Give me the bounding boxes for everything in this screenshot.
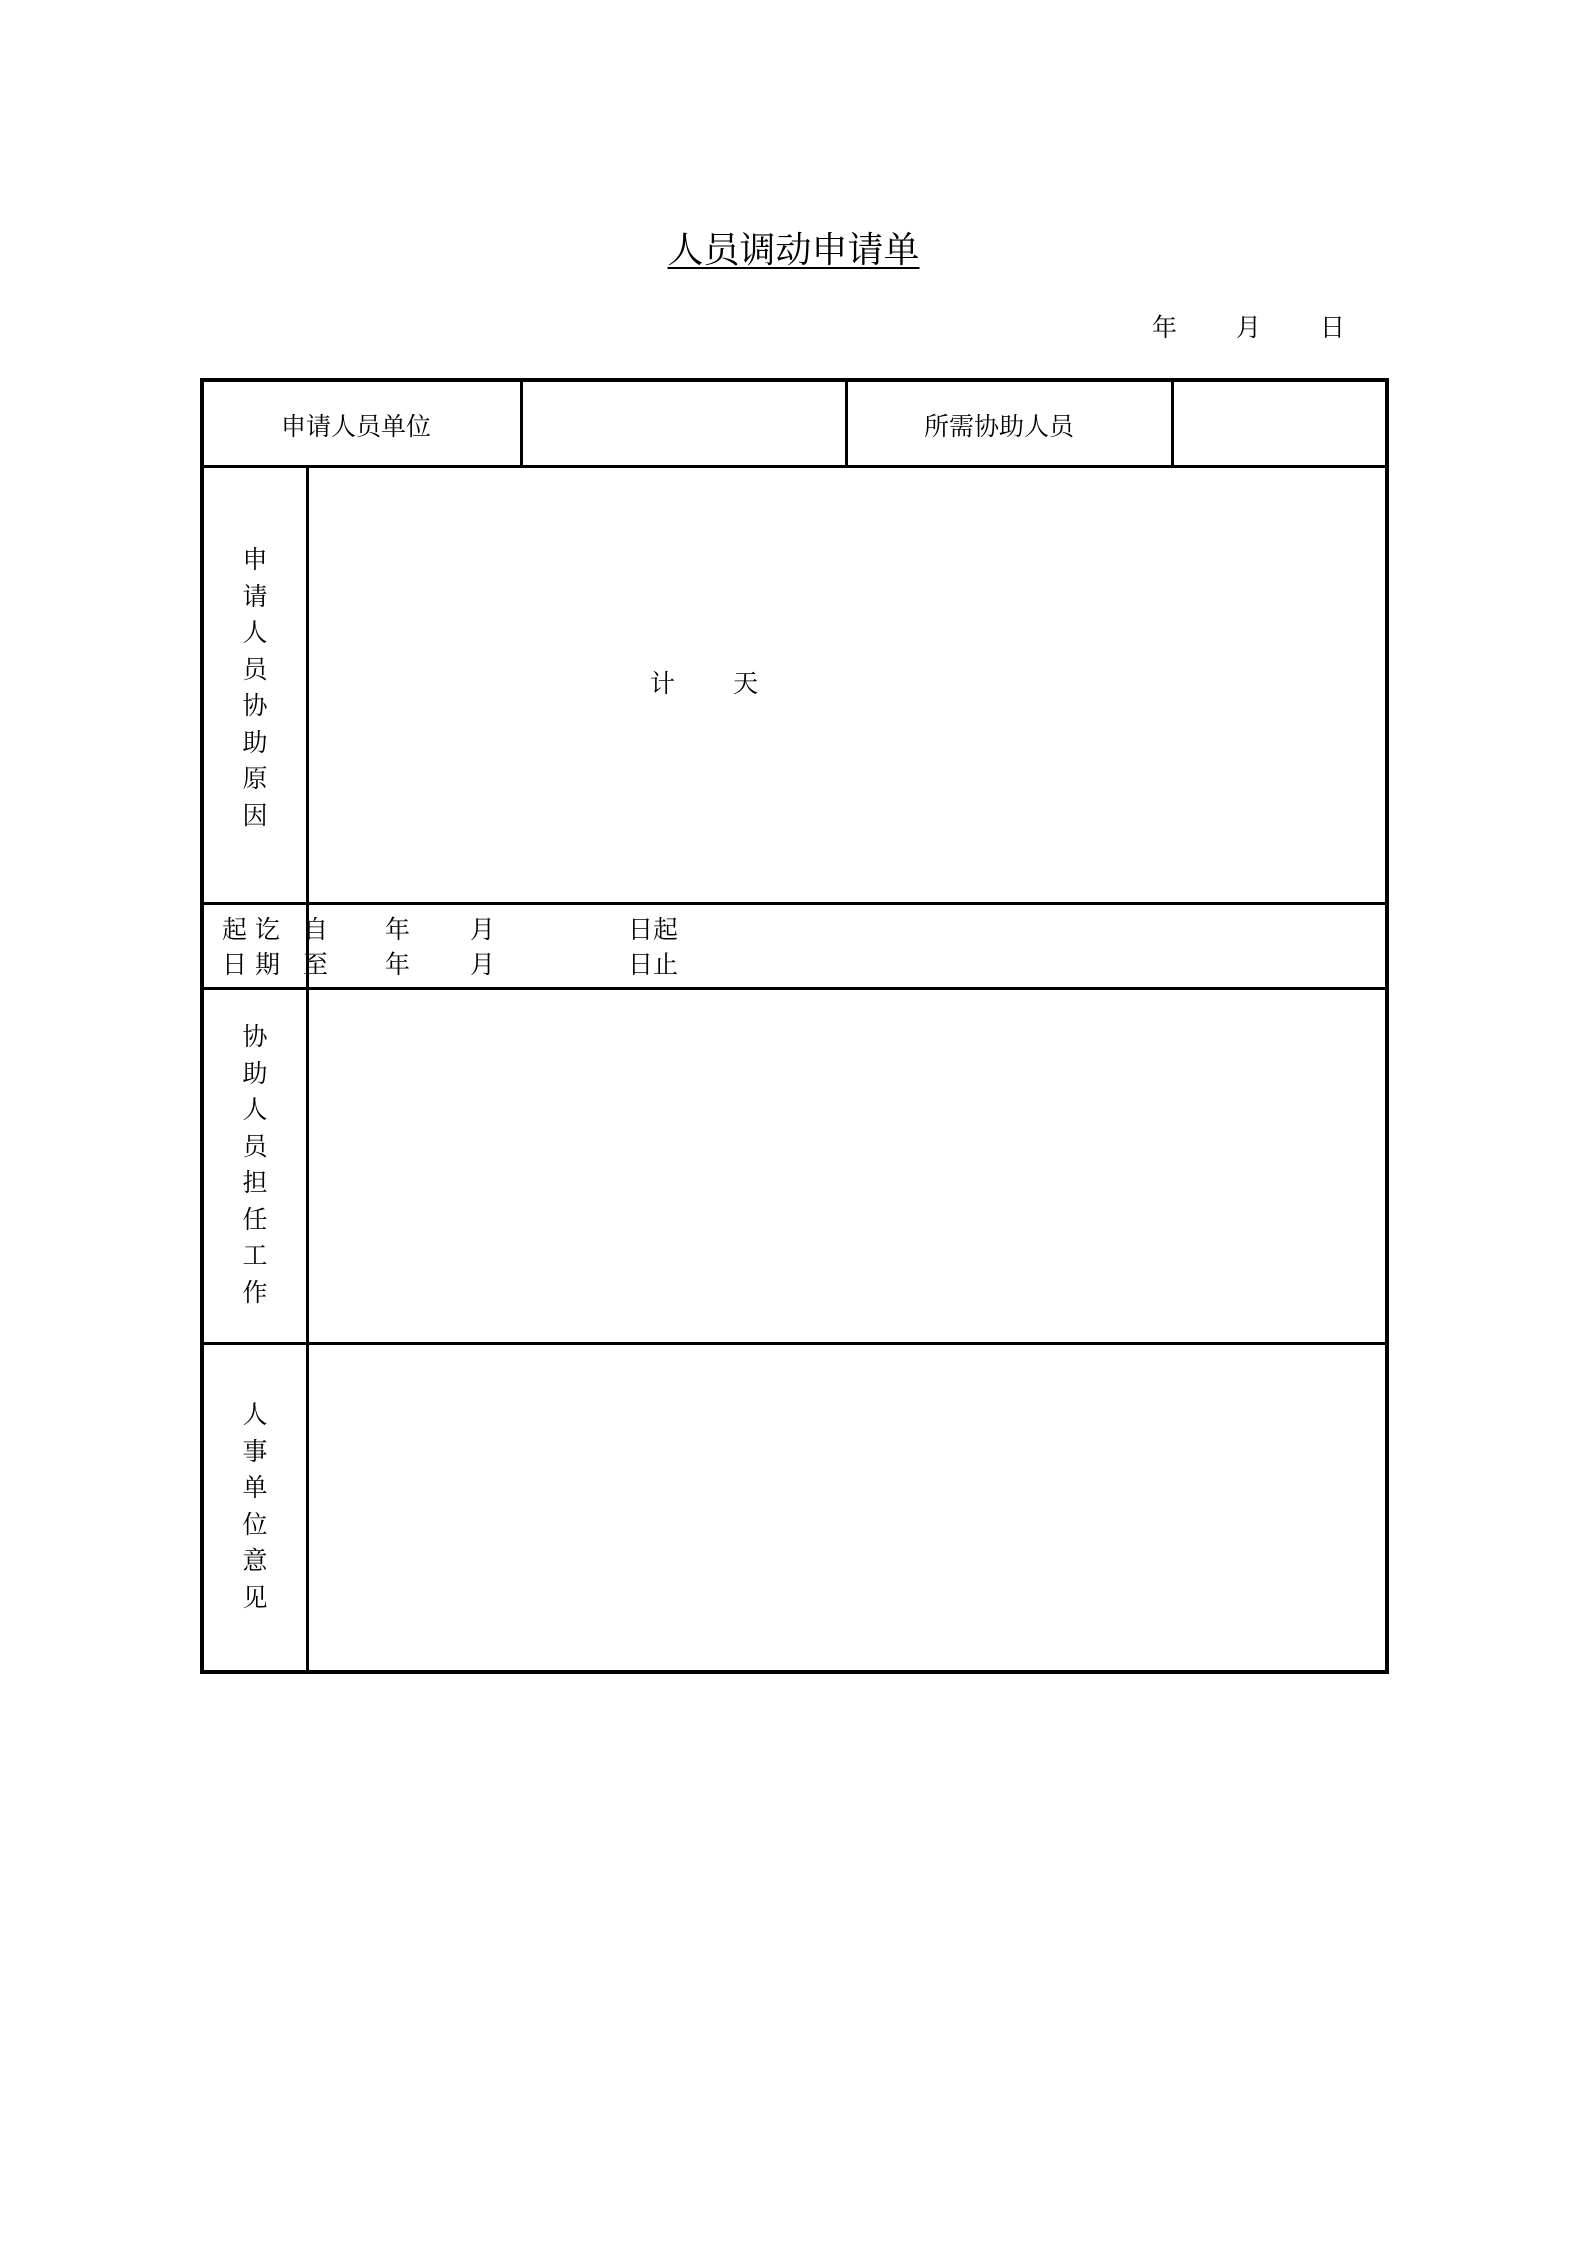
applicant-unit-label: 申请人员单位 [281,412,432,441]
label-char: 因 [242,800,268,830]
label-char: 助 [242,727,268,757]
reason-label [240,542,270,834]
period-label-line1: 起 讫 [222,915,280,944]
application-form-table [200,378,1389,1674]
label-char: 单 [242,1473,268,1502]
label-char: 人 [242,1400,268,1429]
col-divider-2 [845,382,848,466]
label-char: 人 [242,618,268,647]
label-char: 员 [242,1131,268,1161]
label-char: 意 [242,1546,268,1575]
duties-field[interactable] [310,990,1385,1342]
to-prefix: 至 [303,950,329,979]
label-char: 原 [242,764,268,793]
label-char: 作 [242,1277,268,1307]
to-month-label: 月 [470,950,496,979]
label-char: 请 [242,581,268,611]
label-char: 事 [242,1436,268,1466]
hr-opinion-label [240,1397,270,1616]
duties-label [240,1019,270,1311]
label-char: 助 [242,1058,268,1088]
from-month-label: 月 [470,915,496,944]
label-char: 协 [242,691,268,720]
date-month-label: 月 [1236,313,1262,342]
label-char: 员 [242,654,268,684]
period-label-line2: 日 期 [222,950,280,979]
label-char: 见 [242,1582,268,1612]
assist-staff-label: 所需协助人员 [924,412,1075,441]
reason-field[interactable] [310,469,1385,902]
from-year-label: 年 [385,915,411,944]
hr-opinion-field[interactable] [310,1345,1385,1670]
date-year-label: 年 [1152,313,1178,342]
label-char: 位 [242,1509,268,1539]
applicant-unit-field[interactable] [524,382,844,465]
col-divider-3 [1171,382,1174,466]
assist-staff-field[interactable] [1175,382,1385,465]
days-label: 天 [733,669,759,698]
date-day-label: 日 [1320,313,1346,342]
row-divider-2 [204,902,1385,905]
to-year-label: 年 [385,950,411,979]
col-divider-1 [520,382,523,466]
label-char: 协 [242,1022,268,1051]
label-char: 申 [242,545,268,574]
label-char: 人 [242,1095,268,1124]
label-char: 工 [242,1241,268,1270]
to-suffix: 日止 [628,950,679,979]
total-label: 计 [650,669,676,698]
page-title [0,228,1587,274]
label-char: 任 [242,1204,268,1234]
label-column-divider [306,466,309,1670]
title-text: 人员调动申请单 [667,230,920,271]
from-prefix: 自 [303,915,329,944]
from-suffix: 日起 [628,915,679,944]
label-char: 担 [242,1168,268,1197]
row-divider-1 [204,465,1385,468]
